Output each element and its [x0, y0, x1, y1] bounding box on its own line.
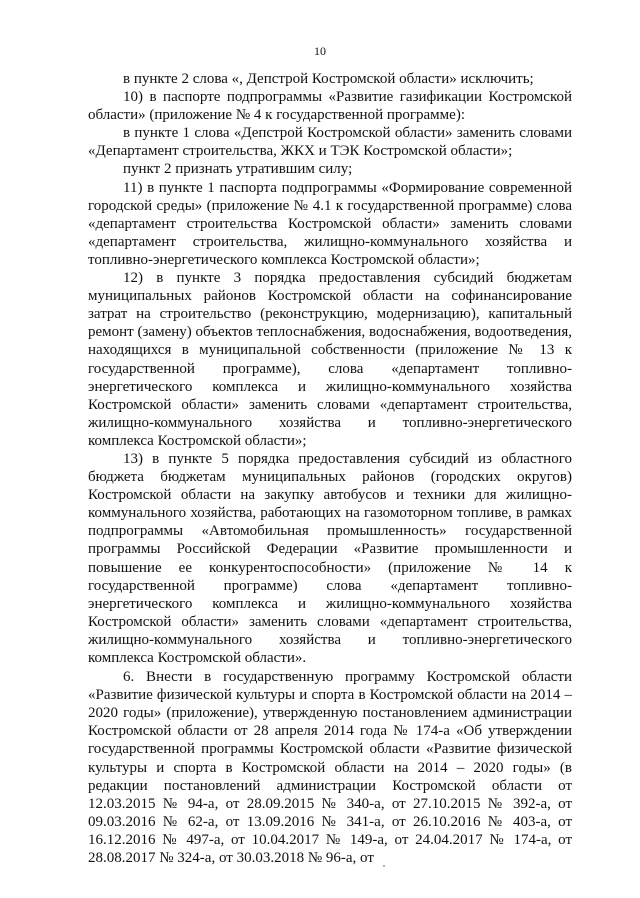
document-body [88, 70, 572, 867]
paragraph-6: 12) в пункте 3 порядка предоставления субсидий бюджетам муниципальных районов Костромской области на софинансирование затрат на строительство (реконструкцию, модернизацию), капитальный ремонт (замену) объектов теплоснабжения, водоснабжения, водоотведения, находящихся в муниципальной собственности (приложение № 13 к государственной программе), слова «департамент топливно-энергетического комплекса и жилищно-коммунального хозяйства Костромской области» заменить словами «департамент строительства, жилищно-коммунального хозяйства и топливно-энергетического комплекса Костромской области»; [88, 270, 572, 449]
paragraph-2: 10) в паспорте подпрограммы «Развитие газификации Костромской области» (приложение № 4 к государственной программе): [88, 89, 572, 124]
paragraph-5: 11) в пункте 1 паспорта подпрограммы «Формирование современной городской среды» (приложение № 4.1 к государственной программе) слова «департамент строительства Костромской области» заменить словами «департамент строительства, жилищно-коммунального хозяйства и топливно-энергетического комплекса Костромской области»; [88, 179, 572, 268]
page-number: 10 [314, 44, 326, 58]
paragraph-3: в пункте 1 слова «Депстрой Костромской области» заменить словами «Департамент строительства, ЖКХ и ТЭК Костромской области»; [88, 125, 572, 160]
paragraph-7: 13) в пункте 5 порядка предоставления субсидий из областного бюджета бюджетам муниципальных районов (городских округов) Костромской области на закупку автобусов и техники для жилищно-коммунального хозяйства, работающих на газомоторном топливе, в рамках подпрограммы «Автомобильная промышленность» государственной программы Российской Федерации «Развитие промышленности и повышение ее конкурентоспособности» (приложение № 14 к государственной программе) слова «департамент топливно-энергетического комплекса и жилищно-коммунального хозяйства Костромской области» заменить словами «департамент строительства, жилищно-коммунального хозяйства и топливно-энергетического комплекса Костромской области». [88, 450, 572, 666]
paragraph-1: в пункте 2 слова «, Депстрой Костромской области» исключить; [123, 71, 534, 87]
paragraph-8: 6. Внести в государственную программу Костромской области «Развитие физической культуры и спорта в Костромской области на 2014 – 2020 годы» (приложение), утвержденную постановлением администрации Костромской области от 28 апреля 2014 года № 174-а «Об утверждении государственной программы Костромской области «Развитие физической культуры и спорта в Костромской области на 2014 – 2020 годы» (в редакции постановлений администрации Костромской области от 12.03.2015 № 94-а, от 28.09.2015 № 340-а, от 27.10.2015 № 392-а, от 09.03.2016 № 62-а, от 13.09.2016 № 341-а, от 26.10.2016 № 403-а, от 16.12.2016 № 497-а, от 10.04.2017 № 149-а, от 24.04.2017 № 174-а, от 28.08.2017 № 324-а, от 30.03.2018 № 96-а, от [88, 669, 572, 867]
scan-speck [383, 865, 385, 867]
paragraph-4: пункт 2 признать утратившим силу; [123, 161, 353, 178]
